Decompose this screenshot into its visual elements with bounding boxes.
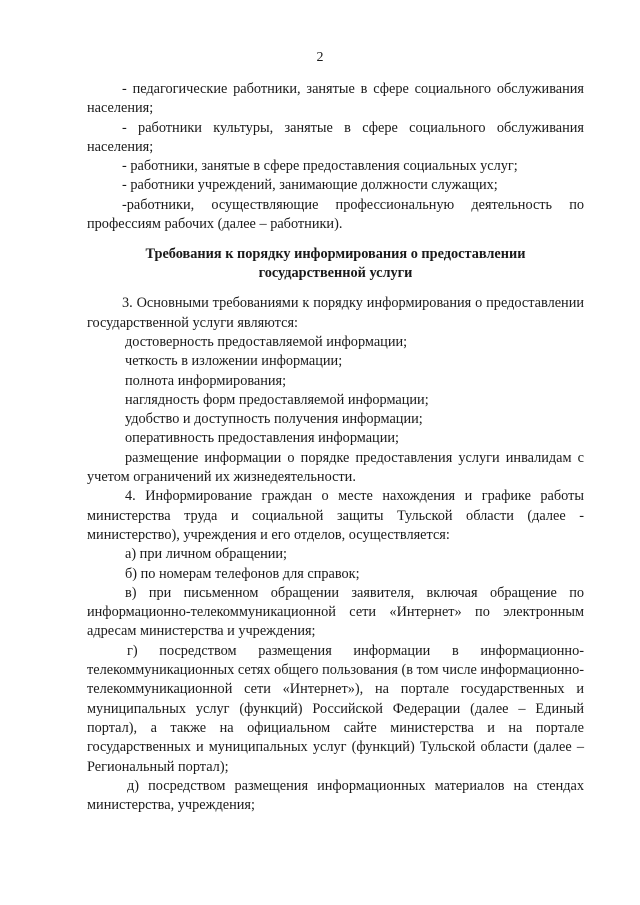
requirement-item: наглядность форм предоставляемой информации; (125, 391, 429, 408)
category-item: -работники, осуществляющие профессиональную деятельность по профессиям рабочих (далее – работники). (87, 196, 584, 233)
requirement-item: достоверность предоставляемой информации; (125, 333, 408, 350)
section-heading-line: Требования к порядку информирования о предоставлении (145, 246, 526, 263)
method-item: б) по номерам телефонов для справок; (125, 565, 360, 582)
method-item: в) при письменном обращении заявителя, включая обращение по информационно-телекоммуникационной сети «Интернет» по электронным адресам министерства и учреждения; (87, 584, 584, 640)
requirement-item: четкость в изложении информации; (125, 353, 343, 370)
method-item: г) посредством размещения информации в информационно-телекоммуникационных сетях общего пользования (в том числе информационно-телекоммуникационной сети «Интернет»), на портале государственных и муниципальных услуг (функций) Российской Федерации (далее – Единый портал), а также на официальном сайте министерства и на портале государственных и муниципальных услуг (функций) Тульской области (далее – Региональный портал); (87, 642, 584, 775)
clause-3-intro: 3. Основными требованиями к порядку информирования о предоставлении государственной услуги являются: (87, 295, 584, 331)
category-item: - работники учреждений, занимающие должности служащих; (122, 177, 498, 194)
document-body (87, 80, 584, 815)
category-item: - педагогические работники, занятые в сфере социального обслуживания населения; (87, 81, 584, 117)
section-heading (87, 245, 584, 283)
requirement-item: оперативность предоставления информации; (125, 430, 399, 447)
method-item: а) при личном обращении; (125, 546, 288, 563)
clause-4-intro: 4. Информирование граждан о месте нахождения и графике работы министерства труда и социальной защиты Тульской области (далее - министерство), учреждения и его отделов, осуществляется: (87, 488, 584, 543)
category-item: - работники культуры, занятые в сфере социального обслуживания населения; (87, 119, 584, 155)
section-heading-line: государственной услуги (258, 265, 413, 282)
category-item: - работники, занятые в сфере предоставления социальных услуг; (122, 158, 518, 175)
requirement-item: полнота информирования; (125, 372, 287, 389)
requirement-item: удобство и доступность получения информации; (125, 411, 423, 428)
method-item: д) посредством размещения информационных материалов на стендах министерства, учреждения; (87, 777, 584, 814)
page-number: 2 (316, 50, 324, 65)
requirement-item: размещение информации о порядке предоставления услуги инвалидам с учетом ограничений их жизнедеятельности. (87, 449, 584, 486)
